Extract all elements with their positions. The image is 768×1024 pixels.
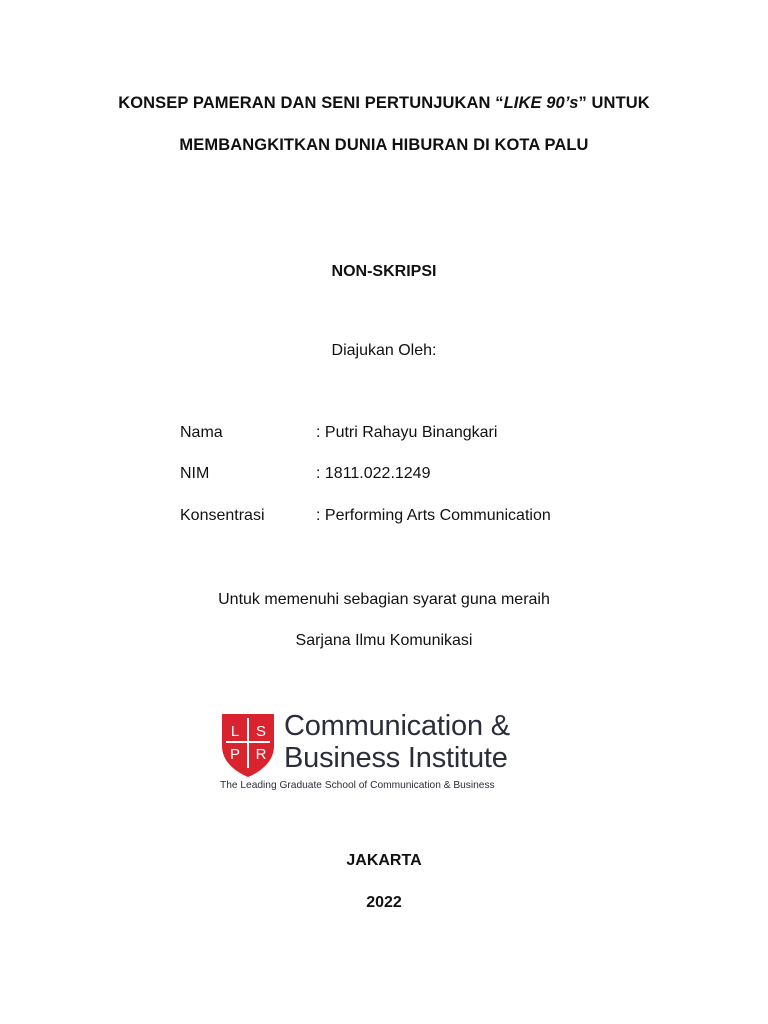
city: JAKARTA (346, 852, 422, 869)
field-label: Konsentrasi (180, 507, 265, 524)
lspr-shield-icon (220, 712, 276, 778)
submitted-by-label: Diajukan Oleh: (331, 342, 437, 359)
shield-letter: L (230, 723, 240, 740)
field-value: : 1811.022.1249 (316, 465, 431, 482)
shield-letter: P (229, 746, 241, 763)
title-line-1-pre: KONSEP PAMERAN DAN SENI PERTUNJUKAN “ (118, 94, 504, 112)
field-label: Nama (180, 424, 223, 441)
shield-letter: R (255, 746, 267, 763)
title-line-1 (0, 94, 768, 113)
institute-name-line-2: Business Institute (284, 742, 508, 774)
field-value: : Putri Rahayu Binangkari (316, 424, 498, 441)
document-type: NON-SKRIPSI (331, 263, 437, 280)
institute-logo (220, 712, 540, 796)
purpose-line-2: Sarjana Ilmu Komunikasi (295, 632, 473, 649)
institute-name-line-1: Communication & (284, 710, 510, 742)
year: 2022 (366, 894, 402, 911)
institute-name (284, 710, 510, 774)
title-line-2: MEMBANGKITKAN DUNIA HIBURAN DI KOTA PALU (179, 136, 589, 154)
title-line-1-post: ” UNTUK (578, 94, 650, 112)
title-line-1-italic: LIKE 90’s (503, 94, 579, 112)
field-label: NIM (180, 465, 210, 482)
purpose-line-1: Untuk memenuhi sebagian syarat guna meraih (218, 591, 550, 608)
field-value: : Performing Arts Communication (316, 507, 551, 524)
institute-tagline: The Leading Graduate School of Communication & Business (220, 780, 495, 791)
shield-letter: S (255, 723, 267, 740)
